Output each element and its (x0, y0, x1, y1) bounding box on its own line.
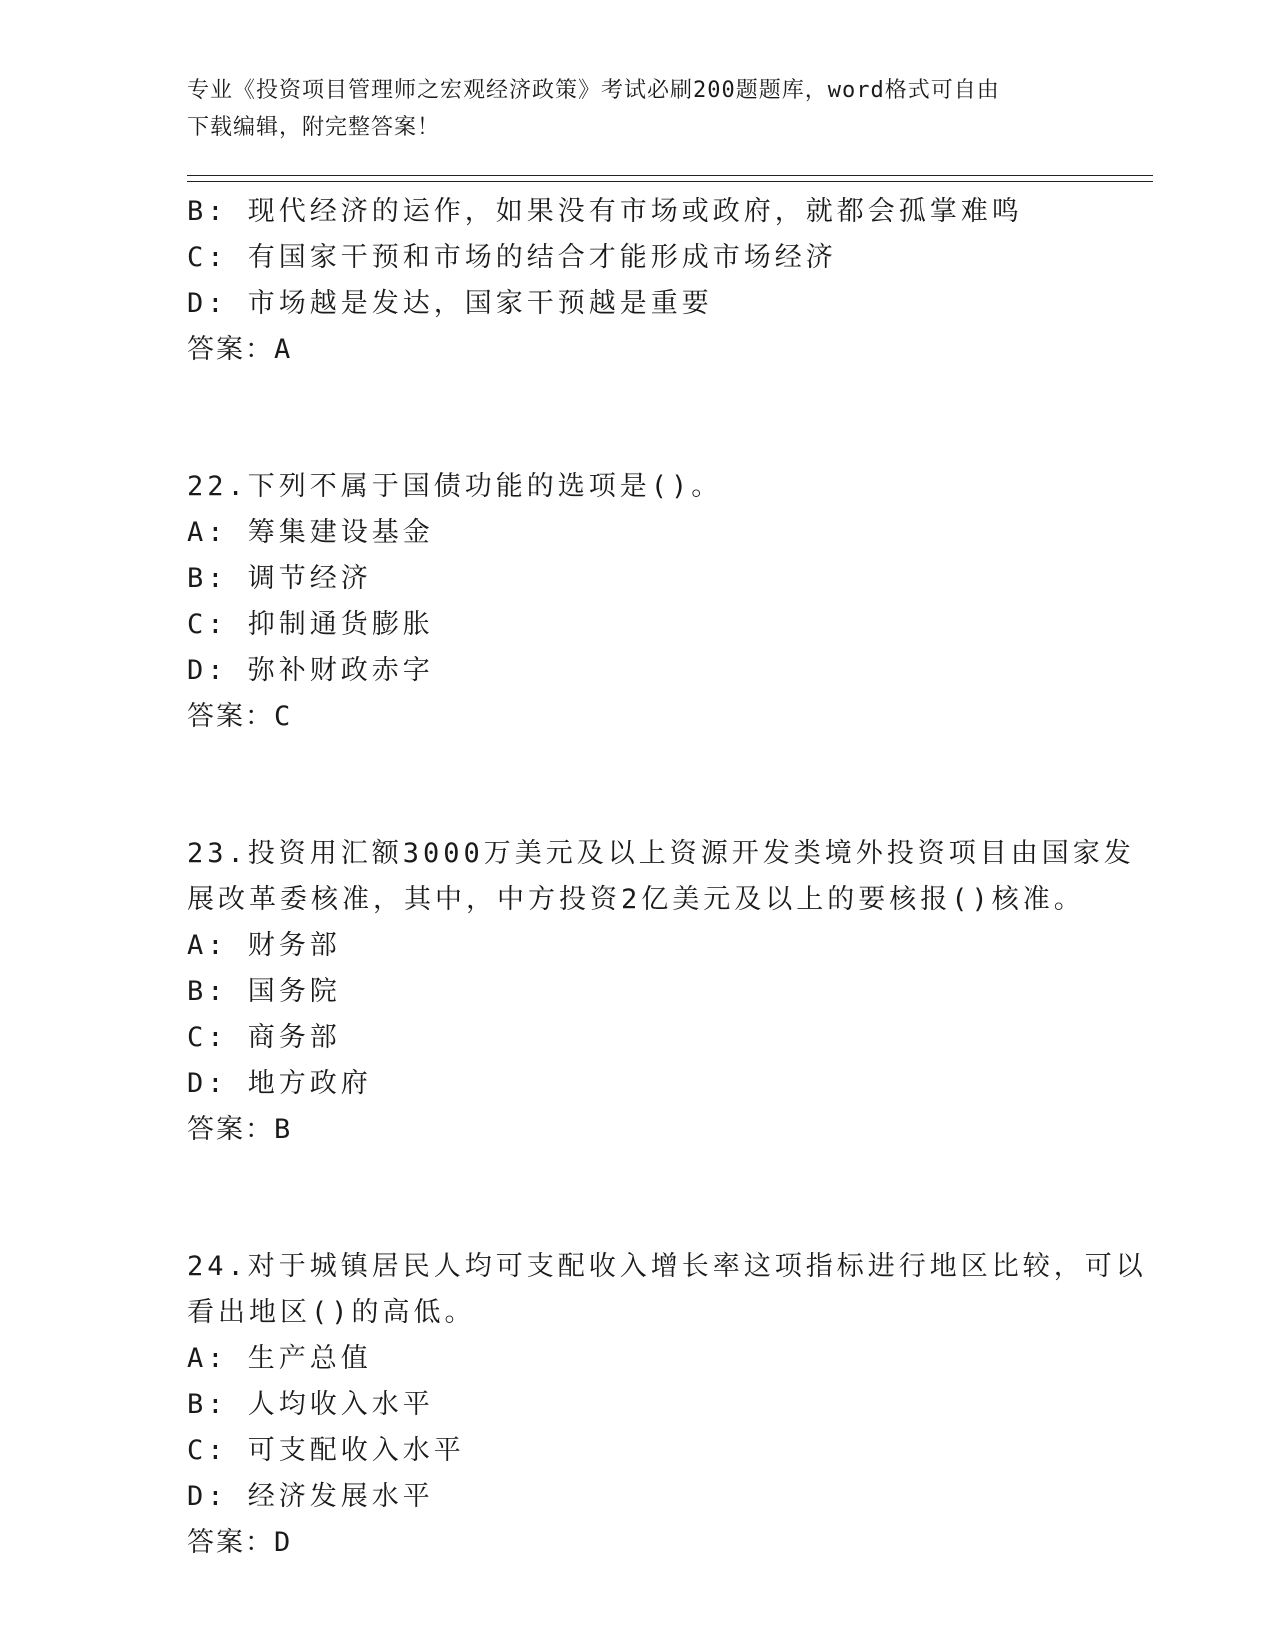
option-a: A: 筹集建设基金 (187, 517, 434, 548)
option-b: B: 人均收入水平 (187, 1389, 434, 1420)
option-d: D: 弥补财政赤字 (187, 655, 434, 686)
header-rule-bottom (187, 181, 1153, 182)
option-d: D: 经济发展水平 (187, 1481, 434, 1512)
question-23 (187, 831, 1135, 1153)
option-c: C: 商务部 (187, 1022, 341, 1053)
option-b: B: 现代经济的运作，如果没有市场或政府，就都会孤掌难鸣 (187, 196, 1023, 227)
document-header (187, 72, 1087, 146)
answer: 答案：C (187, 701, 293, 732)
answer: 答案：A (187, 334, 293, 365)
question-21-continued (187, 189, 1087, 373)
question-content (187, 189, 1147, 1566)
question-stem: 24.对于城镇居民人均可支配收入增长率这项指标进行地区比较，可以 (187, 1251, 1147, 1282)
header-line-2: 下载编辑，附完整答案！ (187, 115, 441, 140)
question-stem-continued: 看出地区()的高低。 (187, 1297, 476, 1328)
question-24 (187, 1244, 1147, 1566)
option-c: C: 抑制通货膨胀 (187, 609, 434, 640)
option-b: B: 调节经济 (187, 563, 372, 594)
option-d: D: 市场越是发达，国家干预越是重要 (187, 288, 713, 319)
question-stem: 23.投资用汇额3000万美元及以上资源开发类境外投资项目由国家发 (187, 838, 1135, 869)
option-d: D: 地方政府 (187, 1068, 372, 1099)
option-a: A: 生产总值 (187, 1343, 372, 1374)
question-stem: 22.下列不属于国债功能的选项是()。 (187, 471, 723, 502)
answer: 答案：B (187, 1114, 293, 1145)
option-a: A: 财务部 (187, 930, 341, 961)
option-c: C: 可支配收入水平 (187, 1435, 465, 1466)
answer: 答案：D (187, 1527, 293, 1558)
option-c: C: 有国家干预和市场的结合才能形成市场经济 (187, 242, 837, 273)
header-rule-top (187, 175, 1153, 176)
question-22 (187, 464, 1087, 740)
question-stem-continued: 展改革委核准，其中，中方投资2亿美元及以上的要核报()核准。 (187, 884, 1085, 915)
header-line-1: 专业《投资项目管理师之宏观经济政策》考试必刷200题题库，word格式可自由 (187, 78, 1000, 103)
option-b: B: 国务院 (187, 976, 341, 1007)
